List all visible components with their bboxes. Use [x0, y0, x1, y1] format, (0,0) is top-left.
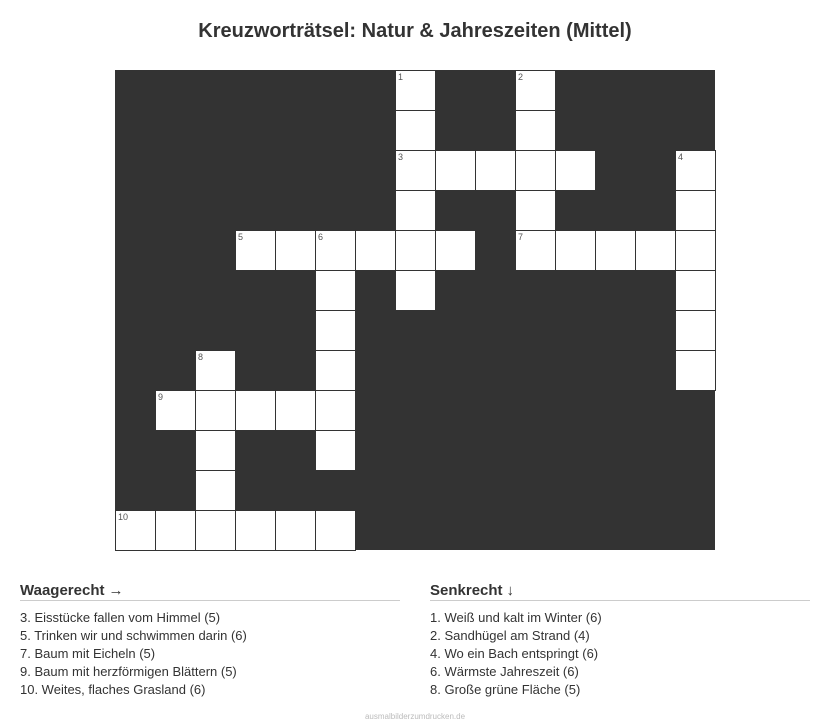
crossword-cell[interactable] — [275, 230, 316, 271]
down-clues-section — [430, 582, 810, 699]
across-clues-section — [20, 582, 400, 699]
across-clue: 10. Weites, flaches Grasland (6) — [20, 682, 206, 697]
crossword-cell[interactable] — [515, 150, 556, 191]
crossword-cell[interactable] — [235, 510, 276, 551]
down-clue: 6. Wärmste Jahreszeit (6) — [430, 664, 579, 679]
crossword-cell[interactable] — [315, 310, 356, 351]
crossword-cell[interactable] — [635, 230, 676, 271]
crossword-cell[interactable] — [195, 390, 236, 431]
crossword-cell[interactable] — [515, 70, 556, 111]
crossword-cell[interactable] — [675, 270, 716, 311]
across-clue: 3. Eisstücke fallen vom Himmel (5) — [20, 610, 221, 625]
clue-number: 4 — [678, 152, 684, 162]
crossword-cell[interactable] — [315, 390, 356, 431]
crossword-cell[interactable] — [195, 510, 236, 551]
crossword-cell[interactable] — [675, 310, 716, 351]
clue-number: 5 — [238, 232, 244, 242]
crossword-cell[interactable] — [395, 190, 436, 231]
crossword-cell[interactable] — [315, 430, 356, 471]
clue-number: 10 — [118, 512, 129, 522]
clue-number: 8 — [198, 352, 204, 362]
crossword-cell[interactable] — [315, 230, 356, 271]
across-clue: 5. Trinken wir und schwimmen darin (6) — [20, 628, 247, 643]
down-clue-list — [430, 609, 810, 699]
crossword-cell[interactable] — [475, 150, 516, 191]
across-clue: 7. Baum mit Eicheln (5) — [20, 646, 156, 661]
crossword-cell[interactable] — [355, 230, 396, 271]
crossword-cell[interactable] — [675, 190, 716, 231]
crossword-cell[interactable] — [515, 230, 556, 271]
crossword-cell[interactable] — [555, 150, 596, 191]
crossword-cell[interactable] — [155, 510, 196, 551]
down-clue: 4. Wo ein Bach entspringt (6) — [430, 646, 599, 661]
crossword-cell[interactable] — [435, 150, 476, 191]
clue-number: 9 — [158, 392, 164, 402]
arrow-right-icon: → — [108, 582, 124, 599]
crossword-cell[interactable] — [675, 230, 716, 271]
crossword-cell[interactable] — [555, 230, 596, 271]
crossword-cell[interactable] — [275, 390, 316, 431]
crossword-cell[interactable] — [195, 470, 236, 511]
down-clue: 2. Sandhügel am Strand (4) — [430, 628, 590, 643]
down-clue: 8. Große grüne Fläche (5) — [430, 682, 581, 697]
crossword-cell[interactable] — [155, 390, 196, 431]
crossword-cell[interactable] — [395, 150, 436, 191]
clue-number: 6 — [318, 232, 324, 242]
crossword-cell[interactable] — [395, 270, 436, 311]
across-heading-label: Waagerecht — [20, 582, 105, 599]
across-clue: 9. Baum mit herzförmigen Blättern (5) — [20, 664, 237, 679]
across-clue-list — [20, 609, 400, 699]
crossword-cell[interactable] — [195, 350, 236, 391]
clue-number: 2 — [518, 72, 524, 82]
crossword-grid — [115, 70, 715, 550]
clue-number: 7 — [518, 232, 524, 242]
crossword-cell[interactable] — [315, 270, 356, 311]
clue-number: 3 — [398, 152, 404, 162]
crossword-cell[interactable] — [515, 110, 556, 151]
crossword-cell[interactable] — [315, 510, 356, 551]
crossword-cell[interactable] — [395, 230, 436, 271]
down-heading-label: Senkrecht — [430, 582, 503, 599]
crossword-cell[interactable] — [115, 510, 156, 551]
down-clue: 1. Weiß und kalt im Winter (6) — [430, 610, 602, 625]
across-heading — [20, 582, 400, 601]
crossword-cell[interactable] — [275, 510, 316, 551]
crossword-cell[interactable] — [395, 110, 436, 151]
crossword-cell[interactable] — [195, 430, 236, 471]
crossword-cell[interactable] — [395, 70, 436, 111]
footer-watermark: ausmalbilderzumdrucken.de — [364, 712, 466, 721]
crossword-cell[interactable] — [675, 350, 716, 391]
crossword-cell[interactable] — [515, 190, 556, 231]
crossword-cell[interactable] — [315, 350, 356, 391]
crossword-cell[interactable] — [435, 230, 476, 271]
arrow-down-icon: ↓ — [506, 582, 515, 599]
crossword-cell[interactable] — [675, 150, 716, 191]
crossword-cell[interactable] — [235, 390, 276, 431]
page-title: Kreuzworträtsel: Natur & Jahreszeiten (Mittel) — [198, 20, 632, 42]
crossword-cell[interactable] — [595, 230, 636, 271]
crossword-cell[interactable] — [235, 230, 276, 271]
clue-number: 1 — [398, 72, 404, 82]
down-heading — [430, 582, 810, 601]
